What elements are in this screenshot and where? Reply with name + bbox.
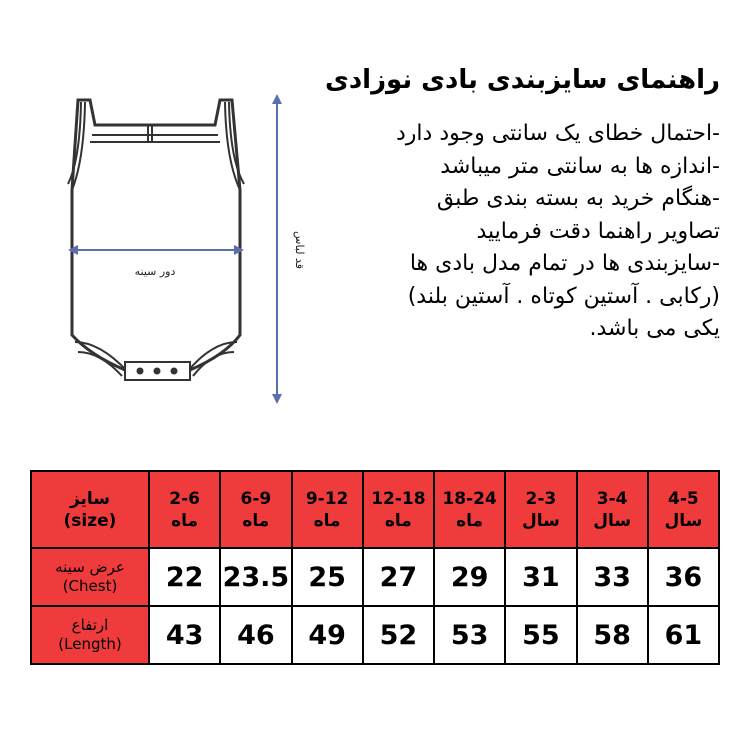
note-line: -احتمال خطای یک سانتی وجود دارد	[396, 121, 720, 146]
size-col-header: 2-3 سال	[505, 471, 576, 548]
table-cell: 31	[505, 548, 576, 606]
size-col-header: 3-4 سال	[577, 471, 648, 548]
table-cell: 29	[434, 548, 505, 606]
note-line: تصاویر راهنما دقت فرمایید	[476, 218, 720, 244]
onesie-outline	[72, 100, 240, 370]
onesie-diagram	[40, 80, 330, 420]
size-col-header: 18-24 ماه	[434, 471, 505, 548]
note-line: -اندازه ها به سانتی متر میباشد	[440, 153, 720, 179]
size-col-header: 9-12 ماه	[292, 471, 363, 548]
table-row-length	[31, 606, 719, 664]
table-cell: 55	[505, 606, 576, 664]
table-cell: 36	[648, 548, 719, 606]
table-cell: 49	[292, 606, 363, 664]
size-col-header: 4-5 سال	[648, 471, 719, 548]
note-line: -هنگام خرید به بسته بندی طبق	[436, 186, 720, 211]
chest-label: دور سینه	[134, 265, 176, 278]
snap	[137, 368, 144, 375]
note-line: -سایزبندی ها در تمام مدل بادی ها	[409, 251, 720, 276]
table-cell: 27	[363, 548, 434, 606]
size-col-header: 12-18 ماه	[363, 471, 434, 548]
size-header-cell: سایز (size)	[31, 471, 149, 548]
table-cell: 61	[648, 606, 719, 664]
table-cell: 46	[220, 606, 291, 664]
page-title: راهنمای سایزبندی بادی نوزادی	[324, 65, 720, 95]
table-cell: 25	[292, 548, 363, 606]
snap	[171, 368, 178, 375]
snap	[154, 368, 161, 375]
table-cell: 23.5	[220, 548, 291, 606]
size-table	[30, 470, 720, 665]
table-cell: 58	[577, 606, 648, 664]
table-cell: 53	[434, 606, 505, 664]
row-label-length: ارتفاع (Length)	[31, 606, 149, 664]
note-line: یکی می باشد.	[589, 316, 720, 341]
notes-list	[300, 118, 720, 346]
row-label-chest: عرض سینه (Chest)	[31, 548, 149, 606]
size-col-header: 2-6 ماه	[149, 471, 220, 548]
table-cell: 43	[149, 606, 220, 664]
table-row-chest	[31, 548, 719, 606]
table-header-row	[31, 471, 719, 548]
table-cell: 33	[577, 548, 648, 606]
note-line: (رکابی . آستین کوتاه . آستین بلند)	[407, 283, 720, 309]
table-cell: 52	[363, 606, 434, 664]
size-col-header: 6-9 ماه	[220, 471, 291, 548]
table-cell: 22	[149, 548, 220, 606]
length-label: قد لباس	[293, 231, 306, 269]
